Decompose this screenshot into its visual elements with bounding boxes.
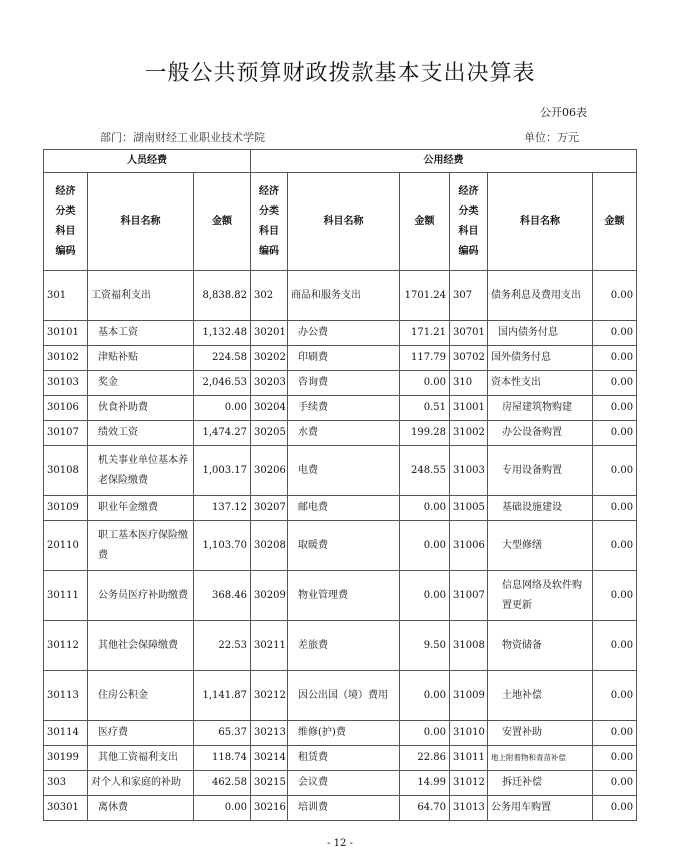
table-row: 30103 奖金 2,046.53 30203 咨询费 0.00 310 资本性支出 0.00 bbox=[44, 371, 637, 396]
name-header: 科目名称 bbox=[288, 173, 400, 271]
section-header-row bbox=[44, 150, 637, 173]
table-row: 30101 基本工资 1,132.48 30201 办公费 171.21 30701 国内债务付息 0.00 bbox=[44, 321, 637, 346]
code-header: 经济 分类 科目 编码 bbox=[450, 173, 488, 271]
table-row: 30102 津贴补贴 224.58 30202 印刷费 117.79 30702 国外债务付息 0.00 bbox=[44, 346, 637, 371]
table-row: 30112 其他社会保障缴费 22.53 30211 差旅费 9.50 31008 物资储备 0.00 bbox=[44, 621, 637, 671]
page-number: - 12 - bbox=[327, 838, 353, 849]
unit-label: 单位：万元 bbox=[524, 131, 579, 144]
section-public: 公用经费 bbox=[251, 150, 637, 173]
name-header: 科目名称 bbox=[488, 173, 593, 271]
name-header: 科目名称 bbox=[88, 173, 194, 271]
budget-table bbox=[43, 149, 637, 821]
table-row: 30114 医疗费 65.37 30213 维修(护)费 0.00 31010 安置补助 0.00 bbox=[44, 721, 637, 746]
page-title: 一般公共预算财政拨款基本支出决算表 bbox=[144, 61, 536, 86]
table-row: 30301 离休费 0.00 30216 培训费 64.70 31013 公务用车购置 0.00 bbox=[44, 796, 637, 821]
table-row: 30108 机关事业单位基本养老保险缴费 1,003.17 30206 电费 248.55 31003 专用设备购置 0.00 bbox=[44, 446, 637, 496]
column-header-row bbox=[44, 173, 637, 271]
amount-header: 金额 bbox=[400, 173, 450, 271]
code-header: 经济 分类 科目 编码 bbox=[251, 173, 288, 271]
table-row: 20110 职工基本医疗保险缴费 1,103.70 30208 取暖费 0.00 31006 大型修缮 0.00 bbox=[44, 521, 637, 571]
table-row: 30111 公务员医疗补助缴费 368.46 30209 物业管理费 0.00 31007 信息网络及软件购置更新 0.00 bbox=[44, 571, 637, 621]
department-label: 部门：湖南财经工业职业技术学院 bbox=[100, 131, 265, 144]
table-row: 30107 绩效工资 1,474.27 30205 水费 199.28 31002 办公设备购置 0.00 bbox=[44, 421, 637, 446]
table-row: 30106 伙食补助费 0.00 30204 手续费 0.51 31001 房屋建筑物购建 0.00 bbox=[44, 396, 637, 421]
table-row: 301 工资福利支出 8,838.82 302 商品和服务支出 1701.24 307 债务利息及费用支出 0.00 bbox=[44, 271, 637, 321]
section-personnel: 人员经费 bbox=[44, 150, 251, 173]
code-header: 经济 分类 科目 编码 bbox=[44, 173, 88, 271]
amount-header: 金额 bbox=[194, 173, 251, 271]
document-code: 公开06表 bbox=[540, 106, 587, 119]
amount-header: 金额 bbox=[593, 173, 637, 271]
table-row: 30113 住房公积金 1,141.87 30212 因公出国（境）费用 0.00 31009 土地补偿 0.00 bbox=[44, 671, 637, 721]
table-row: 30199 其他工资福利支出 118.74 30214 租赁费 22.86 31011 地上附着物和青苗补偿 0.00 bbox=[44, 746, 637, 771]
table-row: 303 对个人和家庭的补助 462.58 30215 会议费 14.99 31012 拆迁补偿 0.00 bbox=[44, 771, 637, 796]
table-row: 30109 职业年金缴费 137.12 30207 邮电费 0.00 31005 基础设施建设 0.00 bbox=[44, 496, 637, 521]
